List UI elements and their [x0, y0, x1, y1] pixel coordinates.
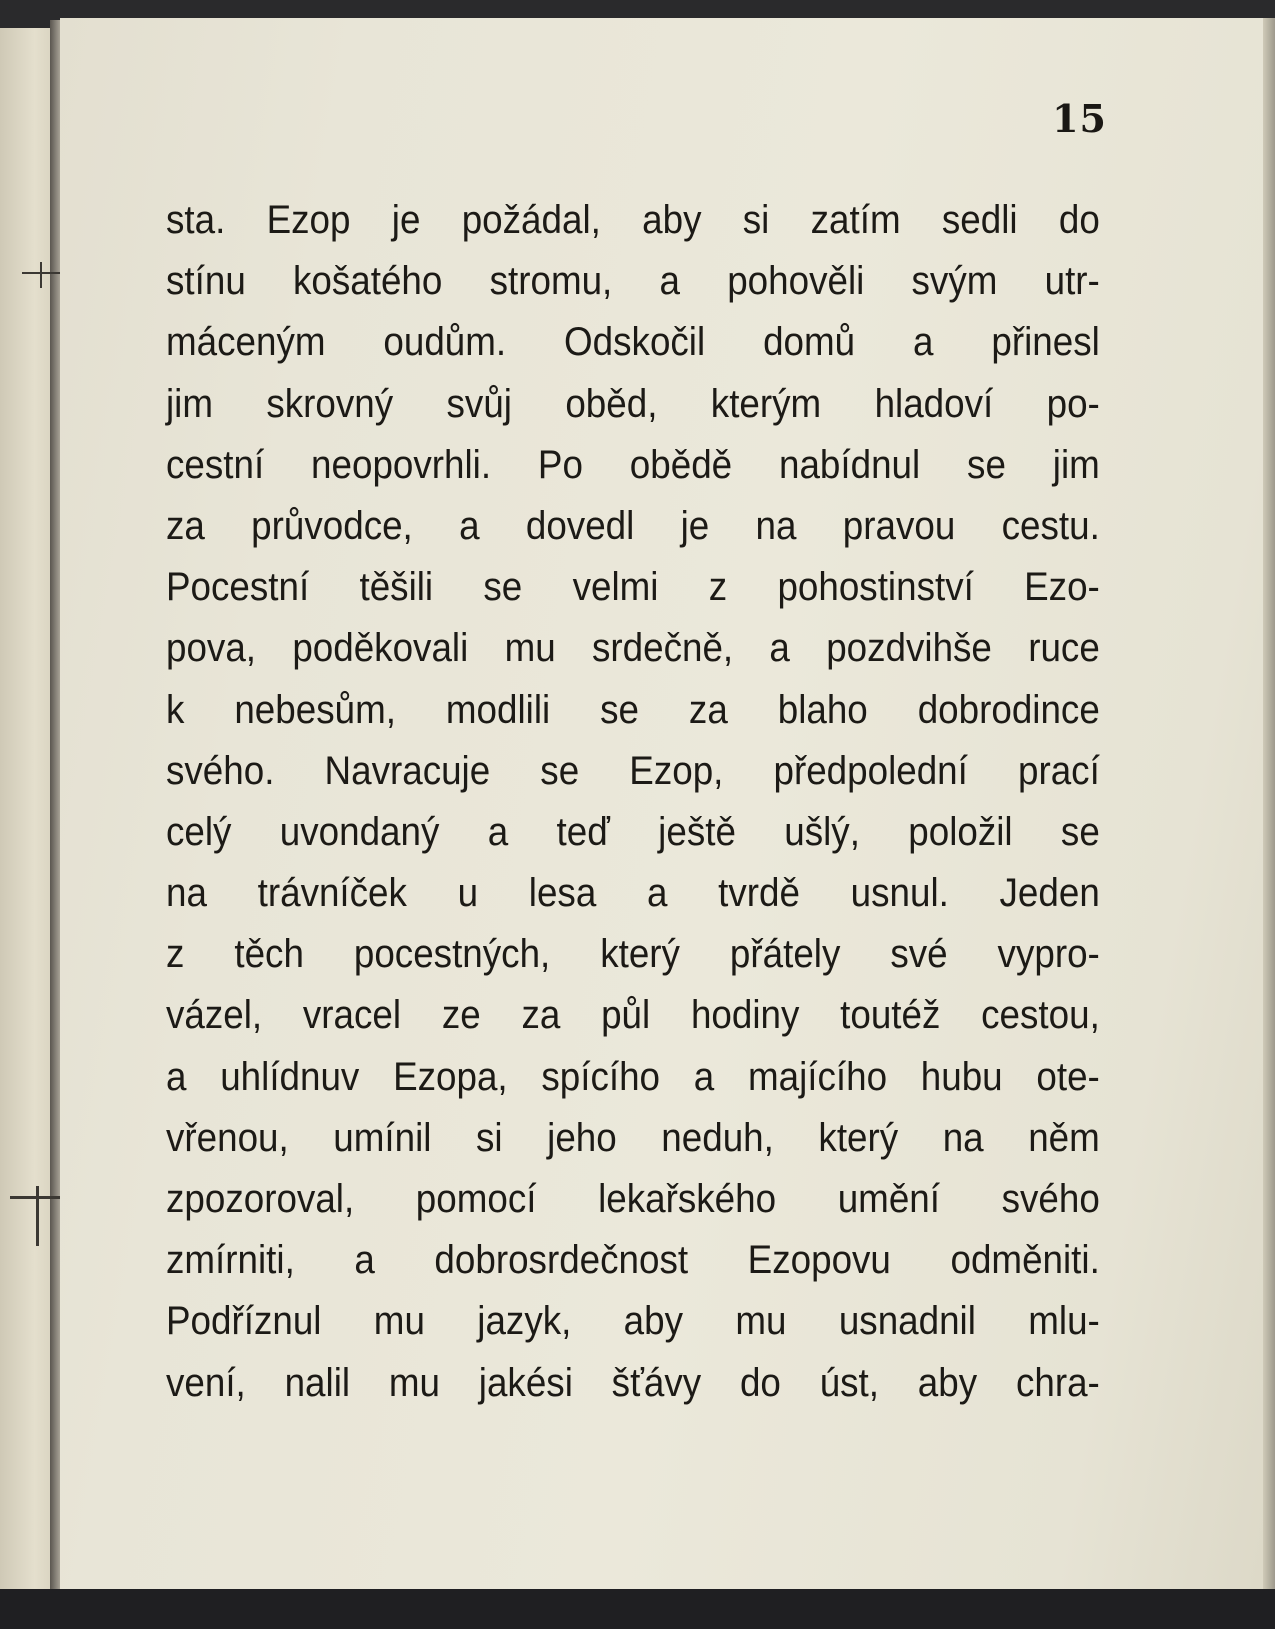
text-line: zmírniti, a dobrosrdečnost Ezopovu odměniti.: [166, 1238, 1100, 1283]
margin-mark: [40, 262, 42, 288]
page-number: 15: [1052, 96, 1107, 141]
text-line: sta. Ezop je požádal, aby si zatím sedli do: [166, 198, 1100, 242]
text-line: zpozoroval, pomocí lekařského umění svého: [166, 1177, 1100, 1221]
text-line: k nebesům, modlili se za blaho dobrodince: [166, 687, 1100, 732]
text-line: svého. Navracuje se Ezop, předpolední prací: [166, 748, 1100, 793]
text-line: stínu košatého stromu, a pohověli svým utr-: [166, 259, 1100, 304]
body-text: [166, 190, 1100, 1414]
text-line: cestní neopovrhli. Po obědě nabídnul se jim: [166, 442, 1100, 487]
text-line: na trávníček u lesa a tvrdě usnul. Jeden: [166, 871, 1100, 916]
margin-mark: [22, 272, 62, 274]
text-line: Podříznul mu jazyk, aby mu usnadnil mlu-: [166, 1299, 1100, 1344]
text-line: vřenou, umínil si jeho neduh, který na něm: [166, 1115, 1100, 1160]
text-line: z těch pocestných, který přátely své vypro-: [166, 932, 1100, 977]
text-line: vázel, vracel ze za půl hodiny toutéž cestou,: [166, 993, 1100, 1038]
text-line: pova, poděkovali mu srdečně, a pozdvihše ruce: [166, 626, 1100, 671]
text-line: vení, nalil mu jakési šťávy do úst, aby chra-: [166, 1360, 1100, 1405]
scan-bottom-edge: [0, 1589, 1275, 1629]
text-line: celý uvondaný a teď ještě ušlý, položil se: [166, 809, 1100, 854]
text-line: Pocestní těšili se velmi z pohostinství Ezo-: [166, 565, 1100, 610]
margin-mark: [36, 1186, 39, 1246]
text-line: a uhlídnuv Ezopa, spícího a majícího hubu ote-: [166, 1054, 1100, 1099]
text-line: jim skrovný svůj oběd, kterým hladoví po-: [166, 381, 1100, 426]
text-line: máceným oudům. Odskočil domů a přinesl: [166, 320, 1100, 365]
page-right-edge: [1263, 18, 1275, 1610]
text-line: za průvodce, a dovedl je na pravou cestu.: [166, 503, 1100, 548]
